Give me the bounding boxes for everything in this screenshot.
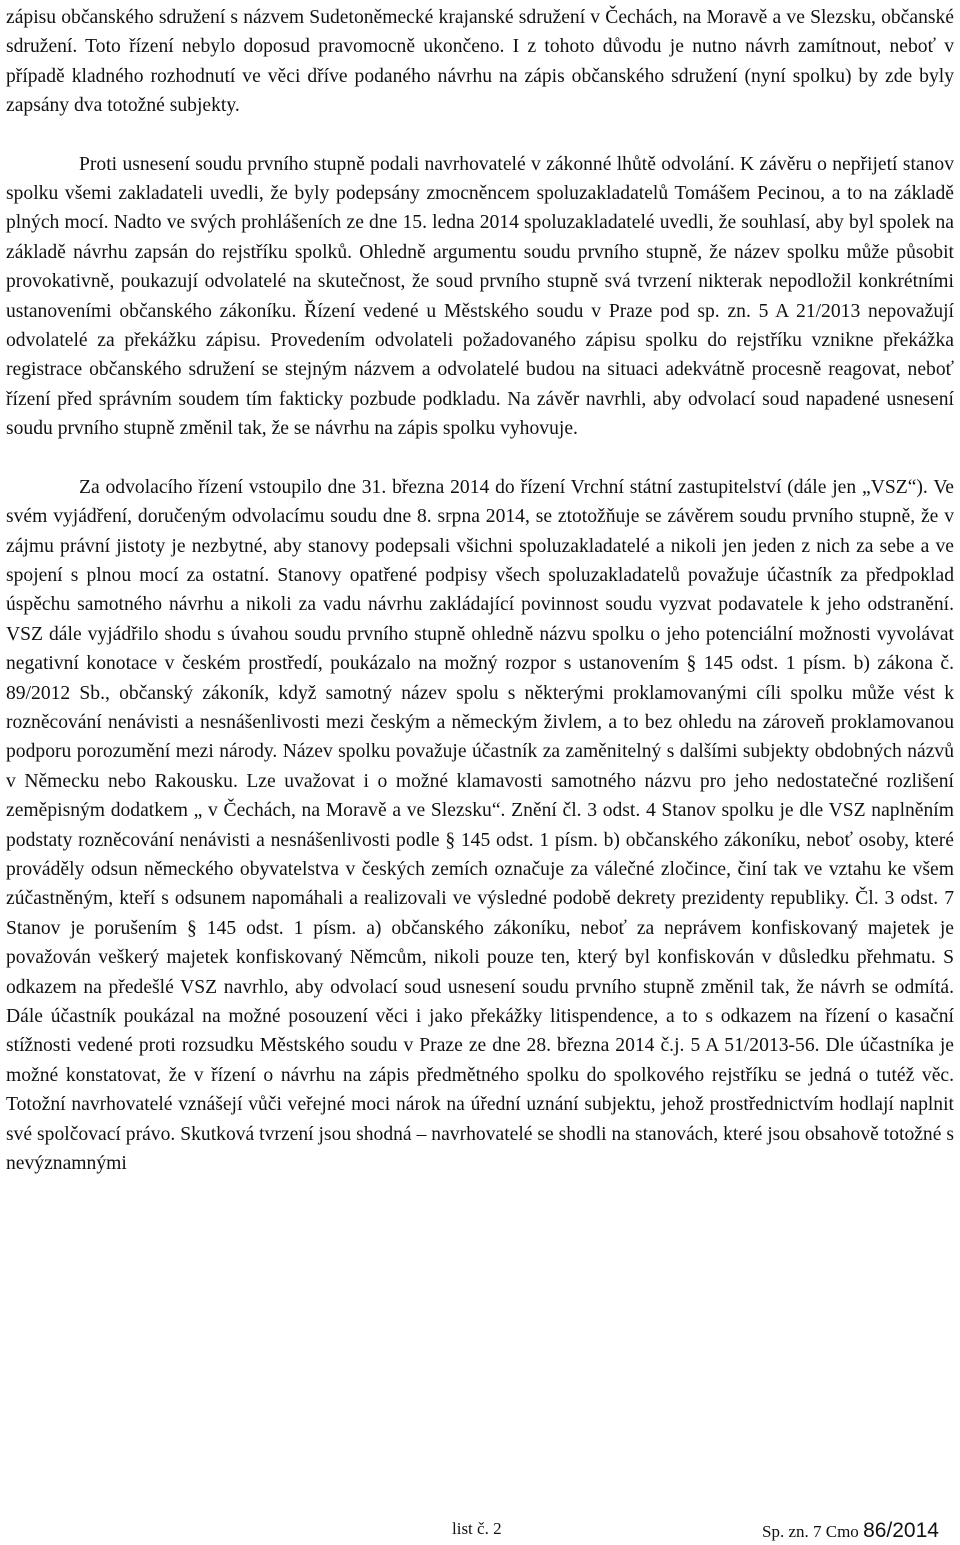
paragraph-vsz-statement: Za odvolacího řízení vstoupilo dne 31. března 2014 do řízení Vrchní státní zastupitelství (dále jen „VSZ“). Ve svém vyjádření, doručeným odvolacímu soudu dne 8. srpna 2014, se ztotožňuje se závěrem soudu prvního stupně, že v zájmu právní jistoty je nezbytné, aby stanovy podepsali všichni spoluzakladatelé a nikoli jen jeden z nich za sebe a ve spojení s plnou mocí za ostatní. Stanovy opatřené podpisy všech spoluzakladatelů považuje účastník za předpoklad úspěchu samotného návrhu a nikoli za vadu návrhu zakládající povinnost soudu vyzvat podavatele k jeho odstranění. VSZ dále vyjádřilo shodu s úvahou soudu prvního stupně ohledně názvu spolku o jeho potenciální možnosti vyvolávat negativní konotace v českém prostředí, poukázalo na možný rozpor s ustanovením § 145 odst. 1 písm. b) zákona č. 89/2012 Sb., občanský zákoník, když samotný název spolu s některými proklamovanými cíli spolku může vést k rozněcování nenávisti a nesnášenlivosti mezi českým a německým živlem, a to bez ohledu na zároveň proklamovanou podporu porozumění mezi národy. Název spolku považuje účastník za zaměnitelný s dalšími subjekty obdobných názvů v Německu nebo Rakousku. Lze uvažovat i o možné klamavosti samotného názvu pro jeho nedostatečné rozlišení zeměpisným dodatkem „ v Čechách, na Moravě a ve Slezsku“. Znění čl. 3 odst. 4 Stanov spolku je dle VSZ naplněním podstaty rozněcování nenávisti a nesnášenlivosti podle § 145 odst. 1 písm. b) občanského zákoníku, neboť osoby, které prováděly odsun německého obyvatelstva v českých zemích označuje za válečné zločince, činí tak ve vztahu ke všem zúčastněným, kteří s odsunem napomáhali a realizovali ve výsledné podobě dekrety prezidenty republiky. Čl. 3 odst. 7 Stanov je porušením § 145 odst. 1 písm. a) občanského zákoníku, neboť za neprávem konfiskovaný majetek je považován veškerý majetek konfiskovaný Němcům, nikoli pouze ten, který byl konfiskován v důsledku přehmatu. S odkazem na předešlé VSZ navrhlo, aby odvolací soud usnesení soudu prvního stupně změnil tak, že návrh se odmítá. Dále účastník poukázal na možné posouzení věci i jako překážky litispendence, a to s odkazem na řízení o kasační stížnosti vedené proti rozsudku Městského soudu v Praze ze dne 28. března 2014 č.j. 5 A 51/2013-56. Dle účastníka je možné konstatovat, že v řízení o návrhu na zápis předmětného spolku do spolkového rejstříku se jedná o tutéž věc. Totožní navrhovatelé vznášejí vůči veřejné moci nárok na úřední uznání subjektu, jehož prostřednictvím hodlají naplnit své spolčovací právo. Skutková tvrzení jsou shodná – navrhovatelé se shodli na stanovách, které jsou obsahově totožné s nevýznamnými bbox=[6, 476, 954, 1175]
page-footer bbox=[0, 1519, 960, 1545]
document-page bbox=[6, 0, 954, 1178]
file-reference-number: 86/2014 bbox=[863, 1519, 939, 1542]
file-reference bbox=[762, 1519, 939, 1543]
paragraph-appeal: Proti usnesení soudu prvního stupně podali navrhovatelé v zákonné lhůtě odvolání. K závěru o nepřijetí stanov spolku všemi zakladateli uvedli, že byly podepsány zmocněncem spoluzakladatelů Tomášem Pecinou, a to na základě plných mocí. Nadto ve svých prohlášeních ze dne 15. ledna 2014 spoluzakladatelé uvedli, že souhlasí, aby byl spolek na základě návrhu zapsán do rejstříku spolků. Ohledně argumentu soudu prvního stupně, že název spolku může působit provokativně, poukazují odvolatelé na skutečnost, že soud prvního stupně svá tvrzení nikterak nepodložil konkrétními ustanoveními občanského zákoníku. Řízení vedené u Městského soudu v Praze pod sp. zn. 5 A 21/2013 nepovažují odvolatelé za překážku zápisu. Provedením odvolateli požadovaného zápisu spolku do rejstříku vznikne překážka registrace občanského sdružení se stejným názvem a odvolatelé budou na situaci adekvátně procesně reagovat, neboť řízení před správním soudem tím fakticky pozbude podkladu. Na závěr navrhli, aby odvolací soud napadené usnesení soudu prvního stupně změnil tak, že se návrhu na zápis spolku vyhovuje. bbox=[6, 153, 954, 440]
paragraph-continuation: zápisu občanského sdružení s názvem Sudetoněmecké krajanské sdružení v Čechách, na Moravě a ve Slezsku, občanské sdružení. Toto řízení nebylo doposud pravomocně ukončeno. I z tohoto důvodu je nutno návrh zamítnout, neboť v případě kladného rozhodnutí ve věci dříve podaného návrhu na zápis občanského sdružení (nyní spolku) by zde byly zapsány dva totožné subjekty. bbox=[6, 7, 954, 117]
file-reference-prefix: Sp. zn. 7 Cmo bbox=[762, 1522, 864, 1541]
page-number: list č. 2 bbox=[452, 1519, 502, 1538]
